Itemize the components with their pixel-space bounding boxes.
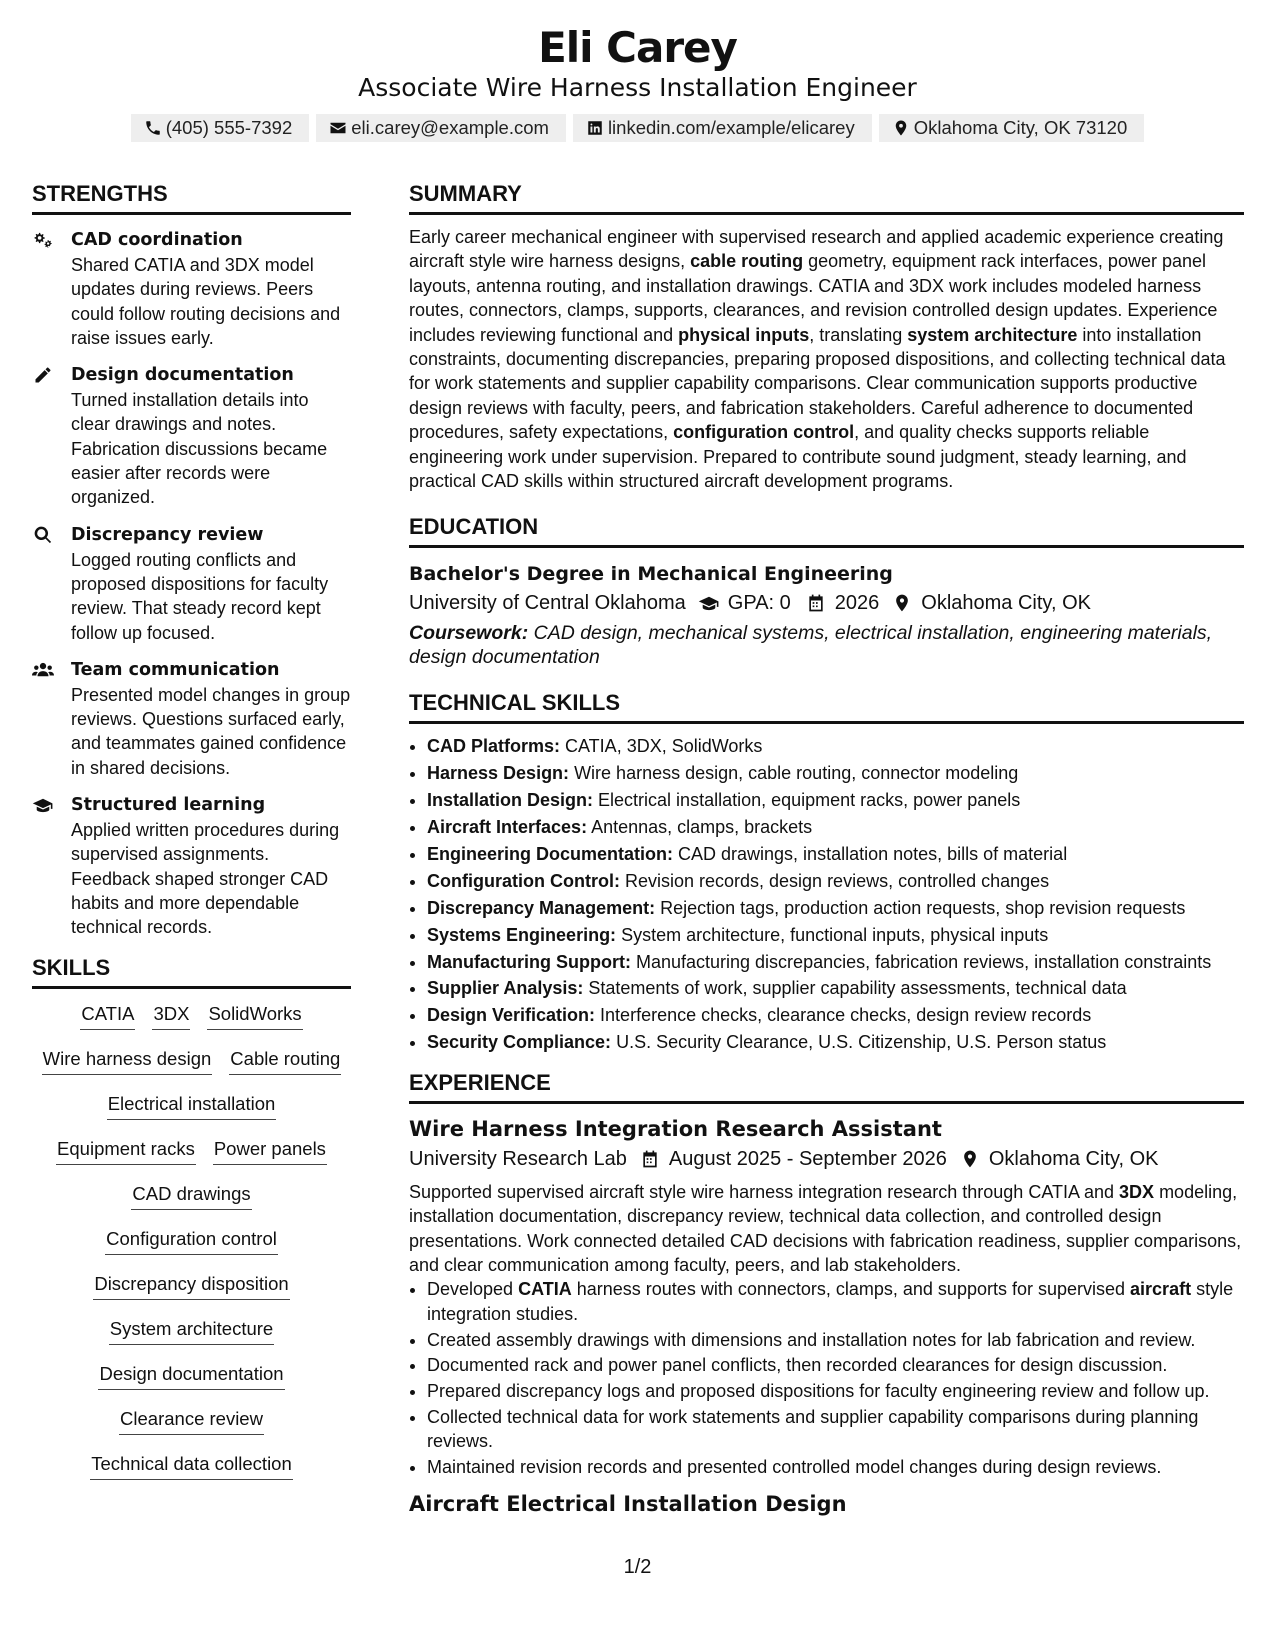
page-number: 1/2 [623, 1556, 652, 1578]
education-heading: EDUCATION [409, 513, 1244, 548]
summary-text: Early career mechanical engineer with supervised research and applied academic experience creating aircraft style wire harness designs, [409, 227, 1224, 272]
envelope-icon [329, 119, 347, 137]
phone-icon [144, 119, 162, 137]
bullet-text: Created assembly drawings with dimensions and installation notes for lab fabrication and review. [427, 1329, 1196, 1350]
summary-text [409, 225, 1244, 493]
job-desc-text: Supported supervised aircraft style wire harness integration research through CATIA and [409, 1181, 1120, 1202]
job-dates: August 2025 - September 2026 [668, 1147, 947, 1170]
summary-bold: configuration control [673, 422, 855, 443]
bullet-text: Collected technical data for work statements and supplier capability comparisons during planning reviews. [427, 1406, 1199, 1452]
degree-title: Bachelor's Degree in Mechanical Engineering [409, 563, 893, 586]
technical-skill-value: Rejection tags, production action requests, shop revision requests [655, 897, 1186, 918]
strength-title: Structured learning [71, 795, 266, 816]
gears-icon [32, 230, 54, 250]
bullet-text: Documented rack and power panel conflicts, then recorded clearances for design discussion. [427, 1355, 1168, 1376]
technical-skill-value: U.S. Security Clearance, U.S. Citizenship, U.S. Person status [611, 1032, 1107, 1053]
job-desc-bold: 3DX [1119, 1181, 1155, 1202]
pencil-icon [32, 365, 54, 385]
technical-skill-value: Wire harness design, cable routing, connector modeling [569, 763, 1019, 784]
technical-skill-value: Electrical installation, equipment racks, power panels [593, 790, 1021, 811]
technical-skill-value: Statements of work, supplier capability assessments, technical data [583, 978, 1127, 999]
skills-tag-cloud [32, 1001, 351, 1481]
map-pin-icon [891, 593, 913, 613]
technical-skill-value: System architecture, functional inputs, physical inputs [616, 924, 1049, 945]
technical-skill-item [427, 950, 1244, 975]
graduation-year: 2026 [834, 592, 880, 615]
technical-skill-item [427, 923, 1244, 948]
technical-skill-item [427, 869, 1244, 894]
skill-tag: Equipment racks [56, 1136, 196, 1165]
bullet-text: Prepared discrepancy logs and proposed dispositions for faculty engineering review and follow up. [427, 1380, 1210, 1401]
graduation-cap-icon [698, 593, 720, 613]
calendar-icon [805, 593, 827, 613]
skill-tag: Power panels [213, 1136, 327, 1165]
technical-skill-item [427, 815, 1244, 840]
contact-linkedin[interactable] [573, 114, 872, 142]
technical-skill-item [427, 976, 1244, 1001]
job-bullet [427, 1353, 1244, 1377]
technical-skill-item [427, 896, 1244, 921]
job-desc-text: modeling, installation documentation, discrepancy review, technical data collection, and controlled design presentations. Work connected detailed CAD decisions with fabrication readiness, supplier comparisons, and clear communication among faculty, peers, and lab stakeholders. [409, 1181, 1242, 1275]
technical-skill-label: Harness Design: [427, 763, 570, 784]
skill-row [32, 1046, 351, 1076]
skill-tag: Clearance review [119, 1406, 264, 1435]
skill-row [32, 1271, 351, 1301]
skill-tag: Discrepancy disposition [93, 1271, 289, 1300]
resume-header [0, 22, 1275, 142]
job-title: Wire Harness Integration Research Assistant [409, 1116, 942, 1141]
contact-location[interactable] [879, 114, 1145, 142]
technical-skill-label: Security Compliance: [427, 1032, 612, 1053]
technical-skill-value: Revision records, design reviews, controlled changes [619, 870, 1050, 891]
summary-text: geometry, equipment rack interfaces, power panel layouts, antenna routing, and installation drawings. CATIA and 3DX work includes modeled harness routes, connectors, clamps, supports, clearances, and revision controlled design updates. Experience includes reviewing functional and [409, 251, 1218, 345]
technical-skill-label: Design Verification: [427, 1005, 596, 1026]
job-bullet [427, 1277, 1244, 1326]
technical-skill-label: Engineering Documentation: [427, 844, 674, 865]
summary-bold: cable routing [690, 251, 804, 272]
skill-row [32, 1316, 351, 1346]
strength-desc: Shared CATIA and 3DX model updates during reviews. Peers could follow routing decisions and raise issues early. [71, 255, 341, 348]
strength-item [32, 522, 351, 645]
technical-skill-value: CAD drawings, installation notes, bills of material [673, 844, 1068, 865]
school-name: University of Central Oklahoma [409, 592, 686, 615]
job-location: Oklahoma City, OK [988, 1147, 1159, 1170]
summary-text: , translating [809, 324, 908, 345]
coursework [409, 621, 1244, 669]
technical-skill-item [427, 1030, 1244, 1055]
technical-skill-label: Aircraft Interfaces: [427, 817, 588, 838]
school-location: Oklahoma City, OK [921, 592, 1091, 615]
strengths-list [32, 227, 351, 940]
map-pin-icon [959, 1149, 981, 1169]
technical-skill-item [427, 734, 1244, 759]
coursework-list: CAD design, mechanical systems, electrical installation, engineering materials, design documentation [409, 622, 1213, 669]
strength-item [32, 227, 351, 350]
job-bullets [409, 1277, 1244, 1479]
bullet-text: harness routes with connectors, clamps, and supports for supervised [571, 1279, 1131, 1300]
left-column [32, 180, 351, 1496]
technical-skill-label: Discrepancy Management: [427, 897, 656, 918]
bullet-text: style integration studies. [427, 1279, 1234, 1324]
technical-skill-value: Interference checks, clearance checks, design review records [595, 1005, 1092, 1026]
job-bullet [427, 1379, 1244, 1403]
location-text: Oklahoma City, OK 73120 [913, 117, 1128, 138]
skills-heading: SKILLS [32, 954, 351, 989]
job-meta [409, 1144, 1244, 1174]
strength-desc: Turned installation details into clear drawings and notes. Fabrication discussions became easier after records were organized. [71, 390, 328, 508]
strengths-heading: STRENGTHS [32, 180, 351, 215]
skill-row [32, 1361, 351, 1391]
summary-bold: physical inputs [678, 324, 810, 345]
skill-tag: Cable routing [229, 1046, 341, 1075]
bullet-bold: CATIA [518, 1279, 572, 1300]
skill-tag: Design documentation [98, 1361, 284, 1390]
skill-row [32, 1001, 351, 1031]
technical-skill-item [427, 1003, 1244, 1028]
skill-tag: 3DX [152, 1001, 190, 1030]
strength-title: Team communication [71, 659, 280, 680]
bullet-text: Developed [427, 1279, 519, 1300]
technical-skill-label: Manufacturing Support: [427, 951, 631, 972]
technical-skill-label: Supplier Analysis: [427, 978, 584, 999]
job-bullet [427, 1328, 1244, 1352]
contact-email[interactable] [316, 114, 566, 142]
job-description [409, 1180, 1244, 1278]
skill-row [32, 1181, 351, 1211]
calendar-icon [639, 1149, 661, 1169]
candidate-name: Eli Carey [538, 23, 737, 72]
coursework-label: Coursework: [409, 622, 529, 645]
skill-tag: SolidWorks [207, 1001, 302, 1030]
users-icon [32, 660, 54, 680]
right-column [409, 180, 1244, 1519]
summary-bold: system architecture [907, 324, 1078, 345]
skill-row [32, 1451, 351, 1481]
technical-skills-heading: TECHNICAL SKILLS [409, 689, 1244, 724]
summary-text: , and quality checks supports reliable engineering work under supervision. Prepared to contribute sound judgment, steady learning, and practical CAD skills within structured aircraft development programs. [409, 422, 1187, 492]
strength-desc: Applied written procedures during supervised assignments. Feedback shaped stronger CAD habits and more dependable technical records. [71, 820, 340, 938]
skill-tag: Wire harness design [42, 1046, 213, 1075]
candidate-title: Associate Wire Harness Installation Engineer [358, 73, 917, 102]
email-text: eli.carey@example.com [351, 117, 549, 138]
job-org: University Research Lab [409, 1147, 627, 1170]
technical-skill-label: Configuration Control: [427, 870, 620, 891]
skill-tag: System architecture [109, 1316, 274, 1345]
strength-title: CAD coordination [71, 230, 243, 250]
technical-skill-item [427, 842, 1244, 867]
gpa-value: GPA: 0 [727, 592, 791, 615]
linkedin-icon [586, 119, 604, 137]
job-title: Aircraft Electrical Installation Design [409, 1492, 847, 1517]
skill-row [32, 1406, 351, 1436]
technical-skill-label: Installation Design: [427, 790, 594, 811]
skill-tag: Electrical installation [107, 1091, 277, 1120]
linkedin-text: linkedin.com/example/elicarey [607, 117, 855, 138]
technical-skill-value: Antennas, clamps, brackets [587, 817, 813, 838]
map-pin-icon [892, 119, 910, 137]
contact-phone[interactable] [131, 114, 310, 142]
skill-row [32, 1226, 351, 1256]
skill-tag: CAD drawings [131, 1181, 251, 1210]
job-bullet [427, 1455, 1244, 1479]
job-bullet [427, 1405, 1244, 1454]
technical-skills-list [409, 734, 1244, 1054]
summary-text: into installation constraints, documenting discrepancies, preparing proposed dispositions, and collecting technical data for work statements and supplier capability comparisons. Clear communication supports productive design reviews with faculty, peers, and fabrication stakeholders. Careful adherence to documented procedures, safety expectations, [409, 324, 1226, 443]
skill-tag: Configuration control [105, 1226, 278, 1255]
skill-row [32, 1091, 351, 1121]
experience-heading: EXPERIENCE [409, 1069, 1244, 1104]
contact-bar [0, 114, 1275, 142]
strength-desc: Presented model changes in group reviews. Questions surfaced early, and teammates gained confidence in shared decisions. [71, 684, 351, 778]
technical-skill-label: Systems Engineering: [427, 924, 617, 945]
skill-row [32, 1136, 351, 1166]
strength-desc: Logged routing conflicts and proposed dispositions for faculty review. That steady record kept follow up focused. [71, 549, 329, 643]
search-icon [32, 525, 54, 545]
bullet-text: Maintained revision records and presented controlled model changes during design reviews. [427, 1456, 1162, 1477]
graduation-cap-icon [32, 795, 54, 815]
technical-skill-value: CATIA, 3DX, SolidWorks [560, 736, 763, 757]
strength-title: Discrepancy review [71, 524, 264, 545]
technical-skill-value: Manufacturing discrepancies, fabrication reviews, installation constraints [630, 951, 1212, 972]
technical-skill-label: CAD Platforms: [427, 736, 561, 757]
strength-item [32, 657, 351, 780]
bullet-bold: aircraft [1130, 1279, 1192, 1300]
technical-skill-item [427, 788, 1244, 813]
summary-heading: SUMMARY [409, 180, 1244, 215]
skill-tag: CATIA [80, 1001, 135, 1030]
technical-skill-item [427, 761, 1244, 786]
strength-item [32, 792, 351, 939]
education-meta [409, 588, 1244, 618]
strength-title: Design documentation [71, 365, 294, 386]
phone-text: (405) 555-7392 [165, 117, 293, 138]
strength-item [32, 362, 351, 509]
skill-tag: Technical data collection [90, 1451, 293, 1480]
